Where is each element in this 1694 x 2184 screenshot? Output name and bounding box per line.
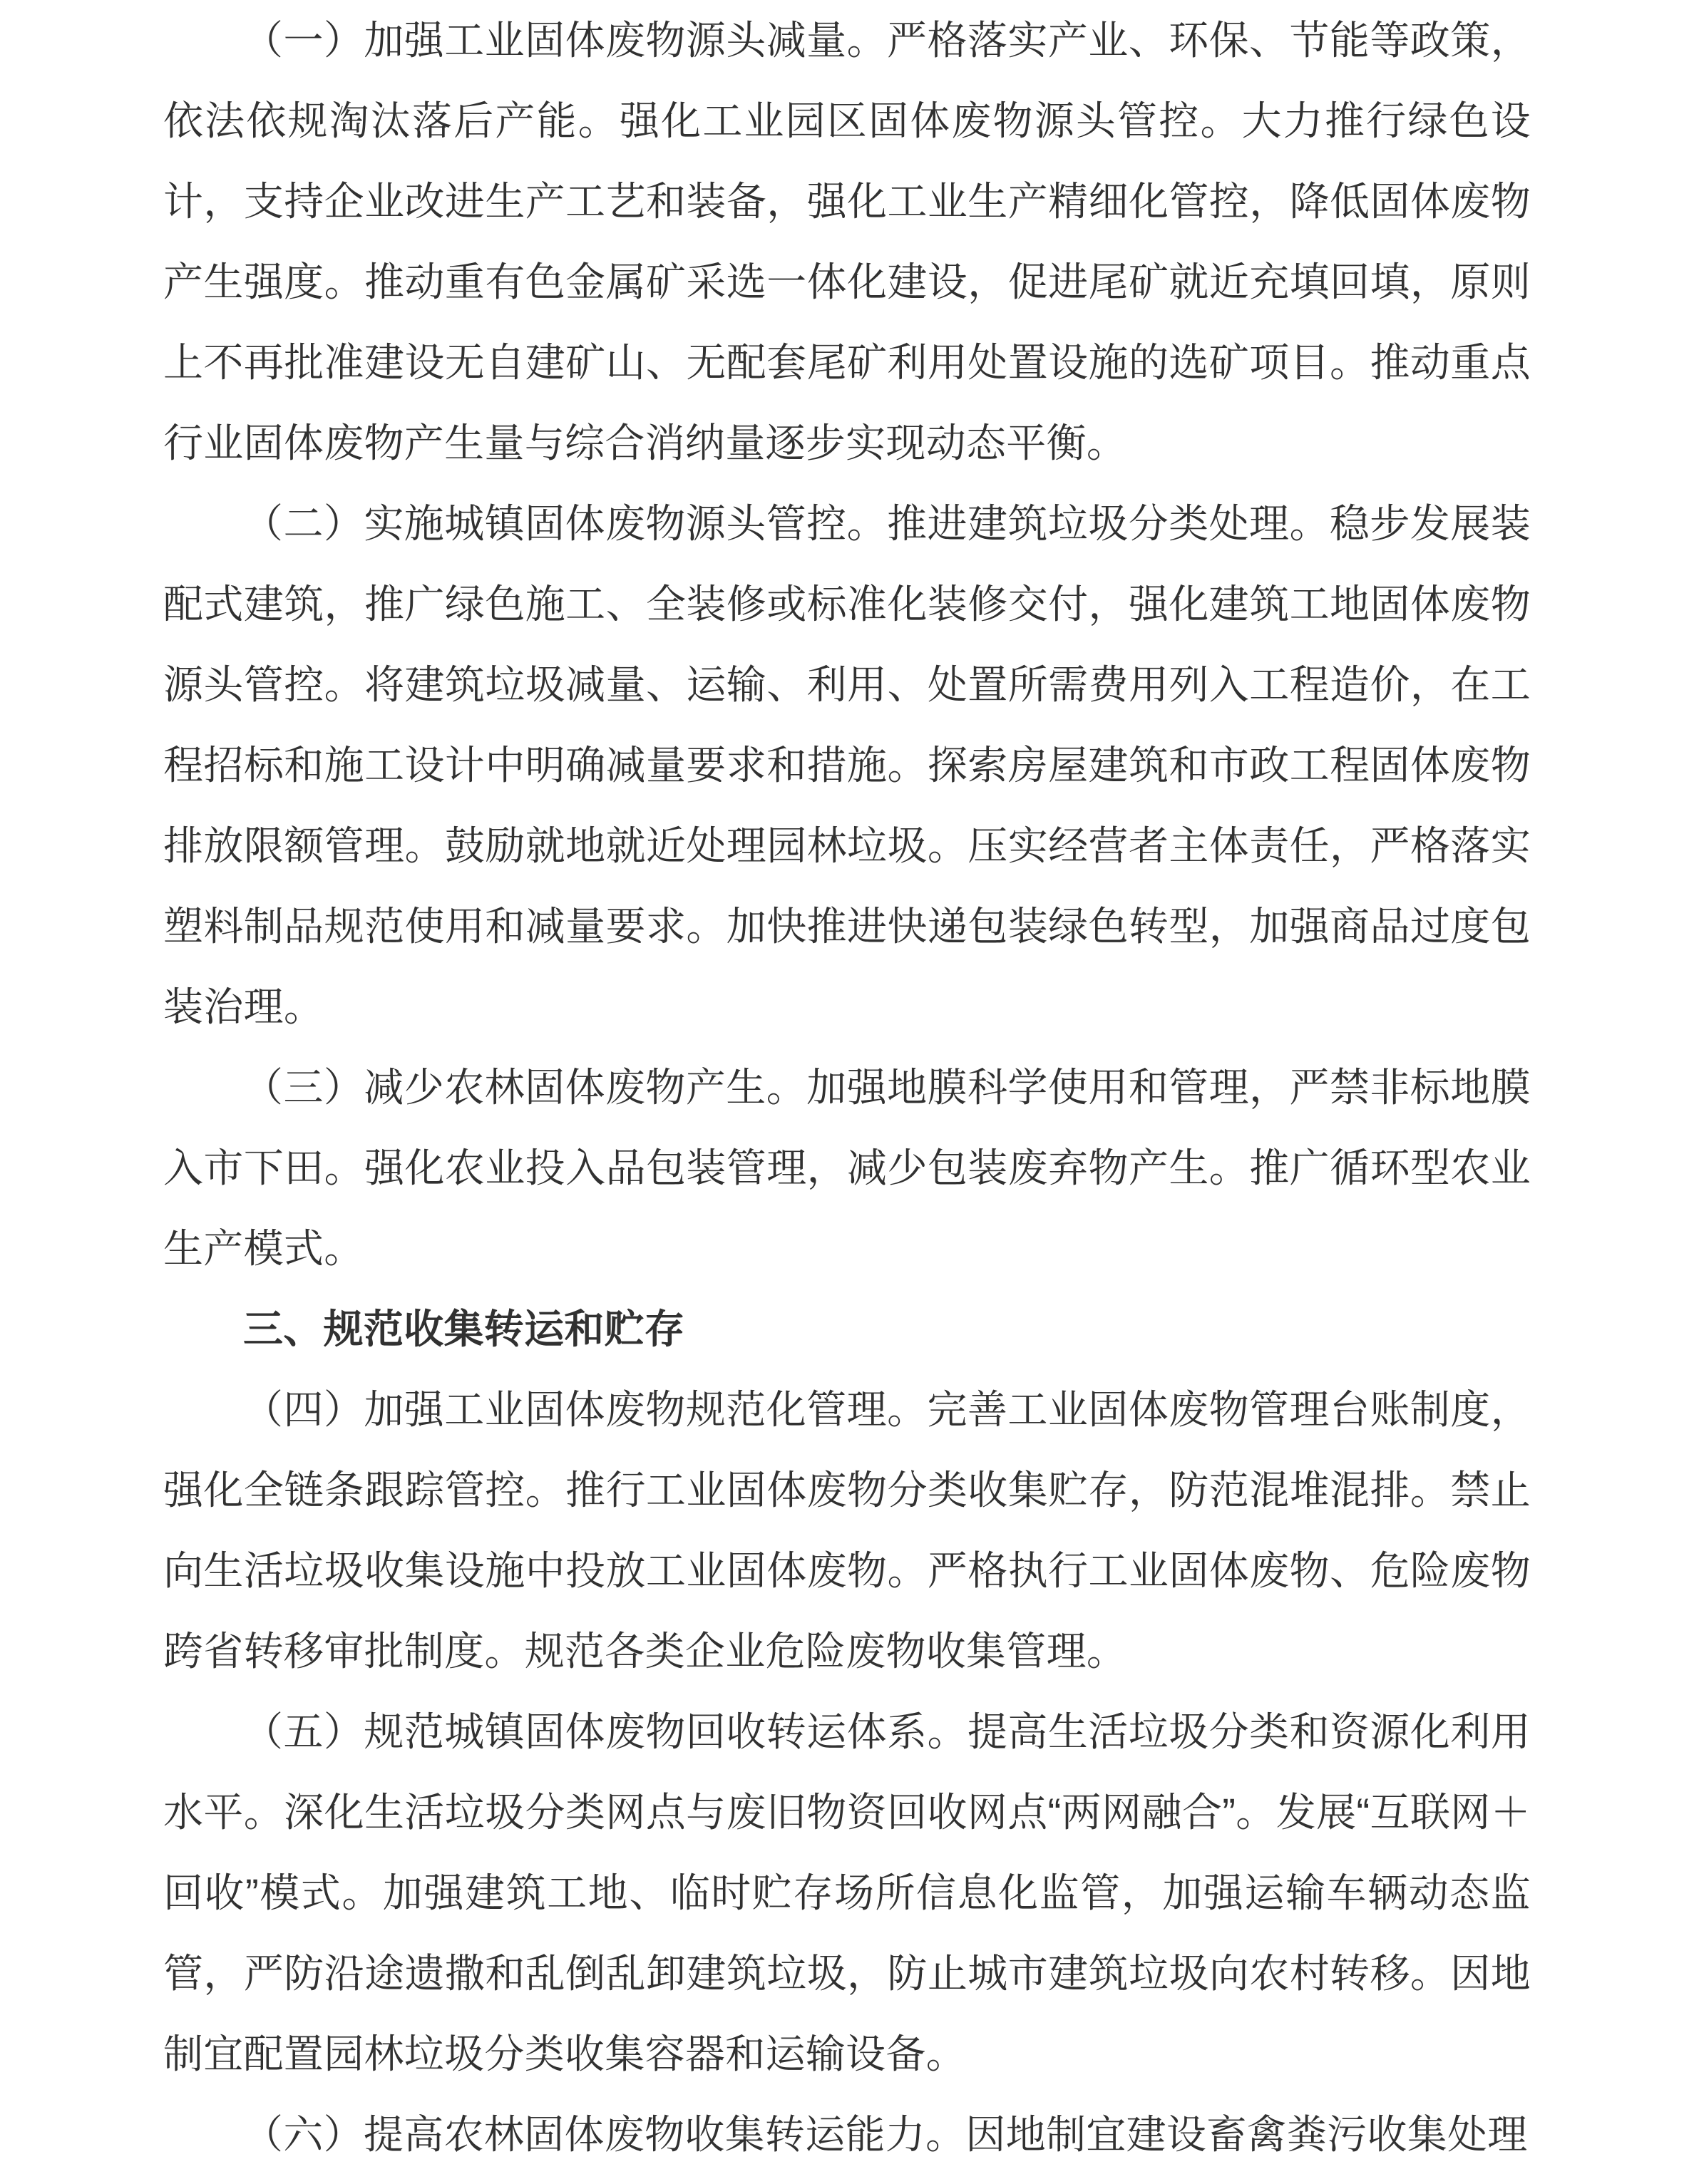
- paragraph: （五）规范城镇固体废物回收转运体系。提高生活垃圾分类和资源化利用水平。深化生活垃圾分类网点与废旧物资回收网点“两网融合”。发展“互联网＋回收”模式。加强建筑工地、临时贮存场所信息化监管，加强运输车辆动态监管，严防沿途遗撒和乱倒乱卸建筑垃圾，防止城市建筑垃圾向农村转移。因地制宜配置园林垃圾分类收集容器和运输设备。: [163, 1709, 1531, 2076]
- paragraph: （四）加强工业固体废物规范化管理。完善工业固体废物管理台账制度，强化全链条跟踪管控。推行工业固体废物分类收集贮存，防范混堆混排。禁止向生活垃圾收集设施中投放工业固体废物。严格执行工业固体废物、危险废物跨省转移审批制度。规范各类企业危险废物收集管理。: [163, 1387, 1531, 1674]
- paragraph: （六）提高农林固体废物收集转运能力。因地制宜建设畜禽粪污收集处理: [243, 2112, 1528, 2157]
- paragraph: （三）减少农林固体废物产生。加强地膜科学使用和管理，严禁非标地膜入市下田。强化农业投入品包装管理，减少包装废弃物产生。推广循环型农业生产模式。: [163, 1065, 1531, 1271]
- document-text-area: [163, 0, 1531, 2175]
- paragraph: （一）加强工业固体废物源头减量。严格落实产业、环保、节能等政策，依法依规淘汰落后产能。强化工业园区固体废物源头管控。大力推行绿色设计，支持企业改进生产工艺和装备，强化工业生产精细化管控，降低固体废物产生强度。推动重有色金属矿采选一体化建设，促进尾矿就近充填回填，原则上不再批准建设无自建矿山、无配套尾矿利用处置设施的选矿项目。推动重点行业固体废物产生量与综合消纳量逐步实现动态平衡。: [163, 18, 1531, 465]
- paragraph: （二）实施城镇固体废物源头管控。推进建筑垃圾分类处理。稳步发展装配式建筑，推广绿色施工、全装修或标准化装修交付，强化建筑工地固体废物源头管控。将建筑垃圾减量、运输、利用、处置所需费用列入工程造价，在工程招标和施工设计中明确减量要求和措施。探索房屋建筑和市政工程固体废物排放限额管理。鼓励就地就近处理园林垃圾。压实经营者主体责任，严格落实塑料制品规范使用和减量要求。加快推进快递包装绿色转型，加强商品过度包装治理。: [163, 501, 1531, 1029]
- section-heading: 三、规范收集转运和贮存: [243, 1307, 685, 1351]
